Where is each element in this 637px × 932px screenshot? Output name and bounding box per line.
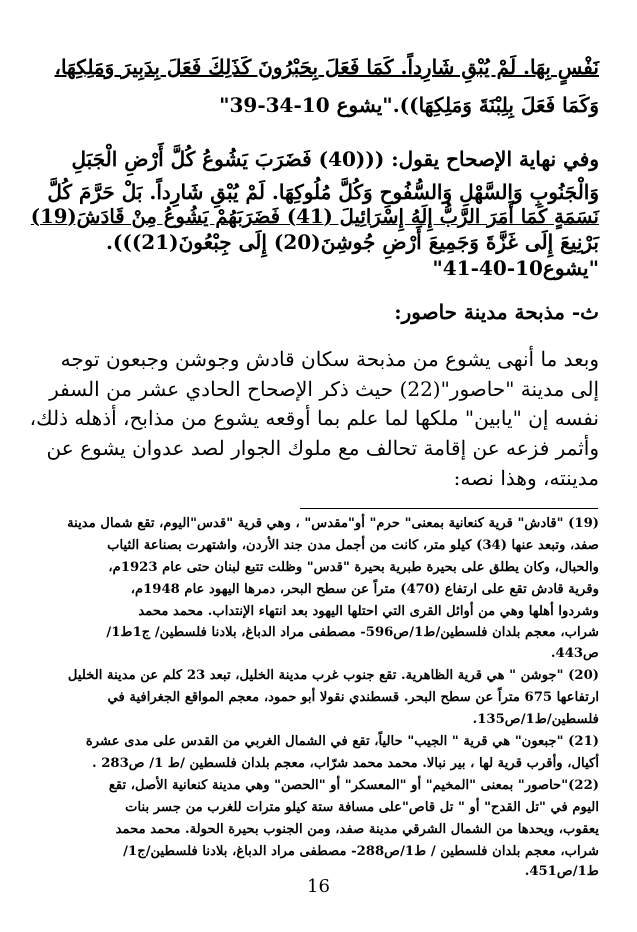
paragraph-2-line-4: بَرْنِيعَ إِلَى غَزَّةَ وَجَمِيعَ أَرْضِ جُوشِنَ(20) إِلَى جِبْعُونَ(21))). <box>105 230 599 254</box>
footnote-22-line-1: (22)"حاصور" بمعنى "المخيم" أو "المعسكر" أو "الحصن" وهي مدينة كنعانية الأصل، تقع <box>108 778 599 793</box>
paragraph-3-line-4: وأثمر فزعه عن إقامة تحالف مع ملوك الجوار لصد عدوان يشوع عن <box>46 436 599 460</box>
footnote-22-line-4: شراب، معجم بلدان فلسطين / ط1/ص288- مصطفى مراد الدباغ، بلادنا فلسطين/ج1/ <box>123 844 599 859</box>
footnote-22-line-5: ط1/ص451. <box>524 864 599 879</box>
paragraph-2-line-2: وَالْجَنُوبِ وَالسَّهْلِ وَالسُّفُوحِ وَكُلَّ مُلُوكِهَا. لَمْ يُبْقِ شَارِداً. بَلْ حَرَّمَ كُلَّ <box>47 180 599 204</box>
verse-line-1: نَفْسٍ بِهَا. لَمْ يُبْقِ شَارِداً. كَمَا فَعَلَ بِحَبْرُونَ كَذَلِكَ فَعَلَ بِدَبِيرَ وَمَلِكِهَا، <box>54 55 599 79</box>
footnote-19-line-1: (19) "قادش" قرية كنعانية بمعنى" حرم" أو"مقدس" ، وهي قرية "قدس"اليوم، تقع شمال مدينة <box>67 516 599 531</box>
section-heading: ث- مذبحة مدينة حاصور: <box>394 300 599 324</box>
footnote-20-line-2: ارتفاعها 675 متراً عن سطح البحر. قسطندي نقولا أبو حمود، معجم المواقع الجغرافية في <box>107 690 599 705</box>
footnote-19-line-2: صفد، وتبعد عنها (34) كيلو متر، كانت من أجمل مدن جند الأردن، واشتهرت بصناعة الثياب <box>107 538 599 553</box>
paragraph-3-line-2: إلى مدينة "حاصور"(22) حيث ذكر الإصحاح الحادي عشر من السفر <box>49 377 599 401</box>
footnote-21-line-2: أكيال، وأقرب قرية لها ، بير نبالا. محمد محمد شرّاب، معجم بلدان فلسطين /ط 1/ ص283 . <box>92 756 599 771</box>
paragraph-3-line-1: وبعد ما أنهى يشوع من مذبحة سكان قادش وجوشن وجبعون توجه <box>60 347 599 371</box>
paragraph-3-line-5: مدينته، وهذا نصه: <box>453 466 599 490</box>
verse-line-2: وَكَمَا فَعَلَ بِلِبْنَةَ وَمَلِكِهَا))."يشوع 10-34-39" <box>219 93 599 117</box>
paragraph-2-line-5: "يشوع10-40-41" <box>432 256 599 280</box>
footnote-20-line-3: فلسطين/ط1/ص135. <box>472 712 599 727</box>
footnote-19-line-4: وقرية قادش تقع على ارتفاع (470) متراً عن سطح البحر، دمرها اليهود عام 1948م، <box>130 582 599 597</box>
paragraph-2-line-3: نَسَمَةٍ كَمَا أَمَرَ الرَّبُّ إِلَهُ إِسْرَائِيلَ (41) فَضَرَبَهُمْ يَشُوعُ مِنْ قَادَشَ(19) <box>30 205 599 228</box>
footnote-22-line-2: اليوم في "تل القدح" أو " تل قاص"على مسافة ستة كيلو مترات للغرب من جسر بنات <box>125 800 599 815</box>
footnote-19-line-6: شراب، معجم بلدان فلسطين/ط1/ص596- مصطفى مراد الدباغ، بلادنا فلسطين/ ج1ط1/ <box>106 625 599 640</box>
footnote-22-line-3: يعقوب، ويحدها من الشمال الشرقي مدينة صفد، ومن الجنوب بحيرة الحولة. محمد محمد <box>115 822 599 837</box>
footnote-21-line-1: (21) "جبعون" هي قرية " الجيب" حالياً، تقع في الشمال الغربي من القدس على مدى عشرة <box>85 734 599 749</box>
footnote-19-line-5: وشردوا أهلها وهي من أوائل القرى التي احتلها اليهود بعد انتهاء الإنتداب. محمد محمد <box>138 604 599 619</box>
page-number: 16 <box>307 876 330 897</box>
footnote-19-line-7: ص443. <box>550 646 599 661</box>
footnote-separator <box>300 508 598 509</box>
footnote-20-line-1: (20) "جوشن " هي قرية الظاهرية. تقع جنوب غرب مدينة الخليل، تبعد 23 كلم عن مدينة الخليل <box>67 668 599 683</box>
footnote-19-line-3: والحبال، وكان يطلق على بحيرة طبرية بحيرة "قدس" وظلت تتبع لبنان حتى عام 1923م، <box>108 560 599 575</box>
paragraph-2-line-1: وفي نهاية الإصحاح يقول: (((40) فَضَرَبَ يَشُوعُ كُلَّ أَرْضِ الْجَبَلِ <box>71 147 599 171</box>
paragraph-3-line-3: نفسه إن "يابين" ملكها لما علم بما أوقعه يشوع من مذابح، أذهله ذلك، <box>29 406 599 430</box>
